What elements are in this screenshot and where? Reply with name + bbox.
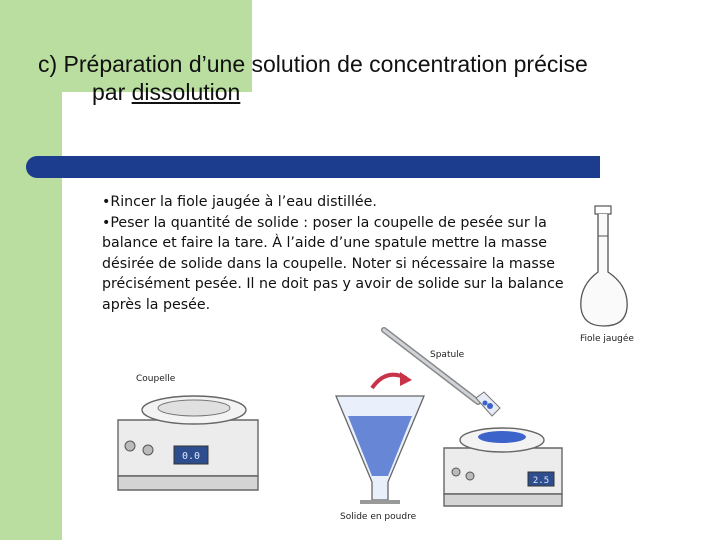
title-divider-bar <box>26 156 600 178</box>
bullet-2: •Peser la quantité de solide : poser la coupelle de pesée sur la balance et faire la tare. À l’aide d’une spatule mettre la masse désirée de solide dans la coupelle. Noter si nécessaire la masse précisément pesée. Il ne doit pas y avoir de solide sur la balance après la pesée. <box>102 214 564 313</box>
label-solide-poudre: Solide en poudre <box>340 512 417 522</box>
balance-left-illustration <box>108 380 268 500</box>
label-spatule: Spatule <box>430 350 465 360</box>
display-right-value: 2.5 <box>532 476 550 486</box>
label-fiole-jaugee: Fiole jaugée <box>580 334 634 344</box>
title-line-1: c) Préparation d’une solution de concentration précise <box>38 51 588 77</box>
balance-right-illustration <box>438 418 568 514</box>
display-left-value: 0.0 <box>181 451 201 462</box>
volumetric-flask-illustration <box>575 202 645 330</box>
label-coupelle: Coupelle <box>136 374 176 384</box>
bullet-1: •Rincer la fiole jaugée à l’eau distillée. <box>102 194 377 210</box>
slide-title <box>38 50 588 106</box>
instructions-text <box>102 192 582 316</box>
title-line-2-underlined: dissolution <box>131 79 241 105</box>
beaker-with-powder-illustration <box>330 370 430 510</box>
title-line-2-prefix: par <box>92 79 132 105</box>
